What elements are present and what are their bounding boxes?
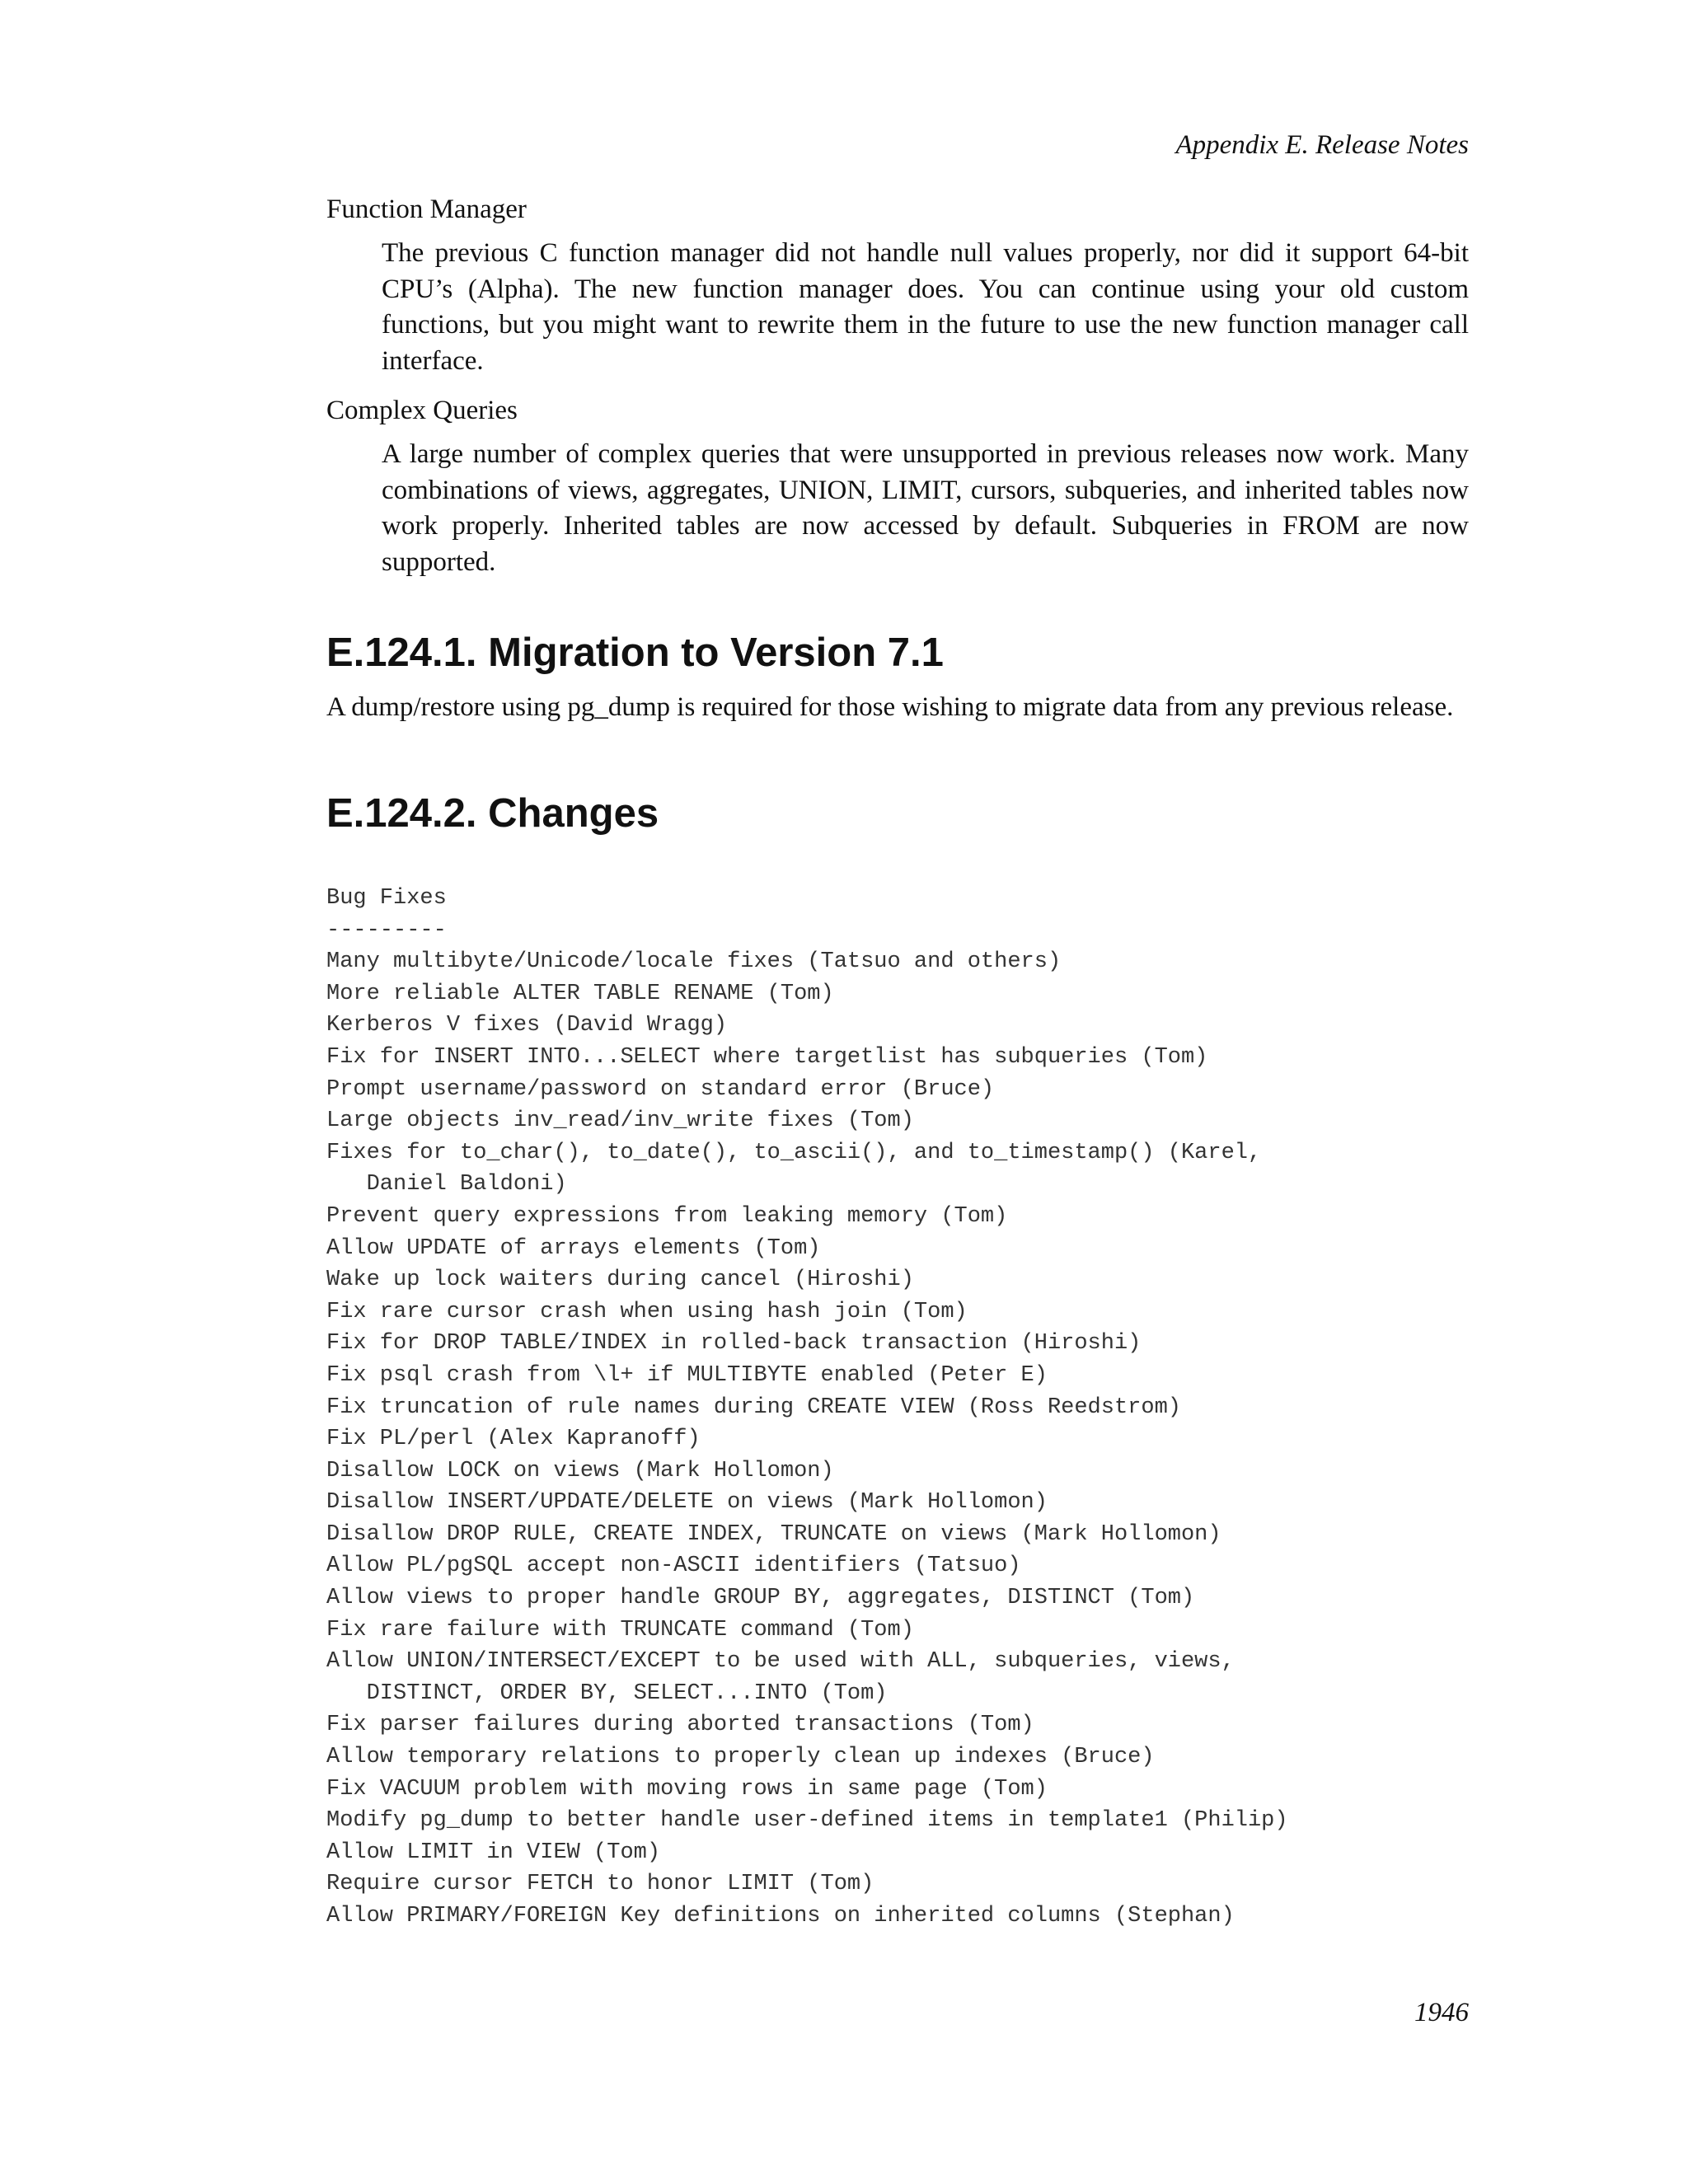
changes-line: More reliable ALTER TABLE RENAME (Tom) xyxy=(326,981,834,1006)
changes-line: Fix rare failure with TRUNCATE command (Tom) xyxy=(326,1617,914,1643)
changes-code-block xyxy=(326,883,1469,1933)
changes-line: Allow PRIMARY/FOREIGN Key definitions on inherited columns (Stephan) xyxy=(326,1904,1235,1929)
changes-line: Disallow INSERT/UPDATE/DELETE on views (Mark Hollomon) xyxy=(326,1490,1048,1516)
changes-line: Large objects inv_read/inv_write fixes (Tom) xyxy=(326,1108,914,1134)
changes-line: Disallow DROP RULE, CREATE INDEX, TRUNCATE on views (Mark Hollomon) xyxy=(326,1521,1221,1547)
changes-line: Prevent query expressions from leaking memory (Tom) xyxy=(326,1203,1008,1229)
changes-line: Bug Fixes xyxy=(326,886,447,911)
changes-line: Daniel Baldoni) xyxy=(326,1172,567,1197)
changes-line: Kerberos V fixes (David Wragg) xyxy=(326,1013,728,1038)
changes-line: Modify pg_dump to better handle user-defined items in template1 (Philip) xyxy=(326,1808,1288,1834)
definition-entry-function-manager xyxy=(326,190,1469,379)
changes-line: Disallow LOCK on views (Mark Hollomon) xyxy=(326,1458,834,1483)
definition-entry-complex-queries xyxy=(326,391,1469,580)
changes-line: Fix rare cursor crash when using hash join (Tom) xyxy=(326,1299,968,1324)
changes-line: Fix for DROP TABLE/INDEX in rolled-back transaction (Hiroshi) xyxy=(326,1331,1142,1357)
migration-section xyxy=(326,628,1469,727)
changes-line: Fix truncation of rule names during CREATE VIEW (Ross Reedstrom) xyxy=(326,1394,1181,1420)
changes-line: Allow temporary relations to properly clean up indexes (Bruce) xyxy=(326,1745,1155,1770)
changes-line: Fixes for to_char(), to_date(), to_ascii(), and to_timestamp() (Karel, xyxy=(326,1140,1262,1165)
definition-term: Function Manager xyxy=(326,194,527,224)
definition-text: A large number of complex queries that were unsupported in previous releases now work. Many combinations of views, aggregates, UNION, LIMIT, cursors, subqueries, and inherited tables now work properly. Inherited tables are now accessed by default. Subqueries in FROM are now supported. xyxy=(382,439,1469,577)
definition-term: Complex Queries xyxy=(326,396,518,425)
changes-line: DISTINCT, ORDER BY, SELECT...INTO (Tom) xyxy=(326,1680,888,1706)
changes-line: Require cursor FETCH to honor LIMIT (Tom) xyxy=(326,1872,874,1897)
changes-line: Prompt username/password on standard error (Bruce) xyxy=(326,1076,995,1102)
changes-line: Allow UPDATE of arrays elements (Tom) xyxy=(326,1235,821,1261)
changes-section xyxy=(326,789,1469,1933)
changes-line: Fix PL/perl (Alex Kapranoff) xyxy=(326,1427,701,1452)
changes-line: Fix psql crash from \l+ if MULTIBYTE enabled (Peter E) xyxy=(326,1362,1048,1388)
section-title-migration: E.124.1. Migration to Version 7.1 xyxy=(326,630,944,675)
changes-line: Allow views to proper handle GROUP BY, aggregates, DISTINCT (Tom) xyxy=(326,1586,1195,1611)
changes-line: Wake up lock waiters during cancel (Hiroshi) xyxy=(326,1268,914,1293)
definition-text: The previous C function manager did not handle null values properly, nor did it support 64-bit CPU’s (Alpha). The new function manager does. You can continue using your old custom functions, but you might want to rewrite them in the future to use the new function manager call interface. xyxy=(382,238,1469,376)
changes-line: Allow PL/pgSQL accept non-ASCII identifiers (Tatsuo) xyxy=(326,1554,1021,1579)
definition-list xyxy=(326,190,1469,580)
changes-line: Allow LIMIT in VIEW (Tom) xyxy=(326,1840,661,1865)
running-header: Appendix E. Release Notes xyxy=(1175,130,1469,160)
changes-line: Fix parser failures during aborted transactions (Tom) xyxy=(326,1713,1034,1738)
changes-line: --------- xyxy=(326,917,447,943)
changes-line: Fix VACUUM problem with moving rows in same page (Tom) xyxy=(326,1776,1048,1802)
page-number: 1946 xyxy=(1414,1998,1469,2027)
migration-text: A dump/restore using pg_dump is required for those wishing to migrate data from any previous release. xyxy=(326,692,1454,722)
page-content xyxy=(326,190,1469,1933)
changes-line: Fix for INSERT INTO...SELECT where targetlist has subqueries (Tom) xyxy=(326,1044,1208,1070)
section-title-changes: E.124.2. Changes xyxy=(326,791,659,836)
changes-line: Many multibyte/Unicode/locale fixes (Tatsuo and others) xyxy=(326,949,1062,975)
changes-line: Allow UNION/INTERSECT/EXCEPT to be used with ALL, subqueries, views, xyxy=(326,1649,1235,1675)
